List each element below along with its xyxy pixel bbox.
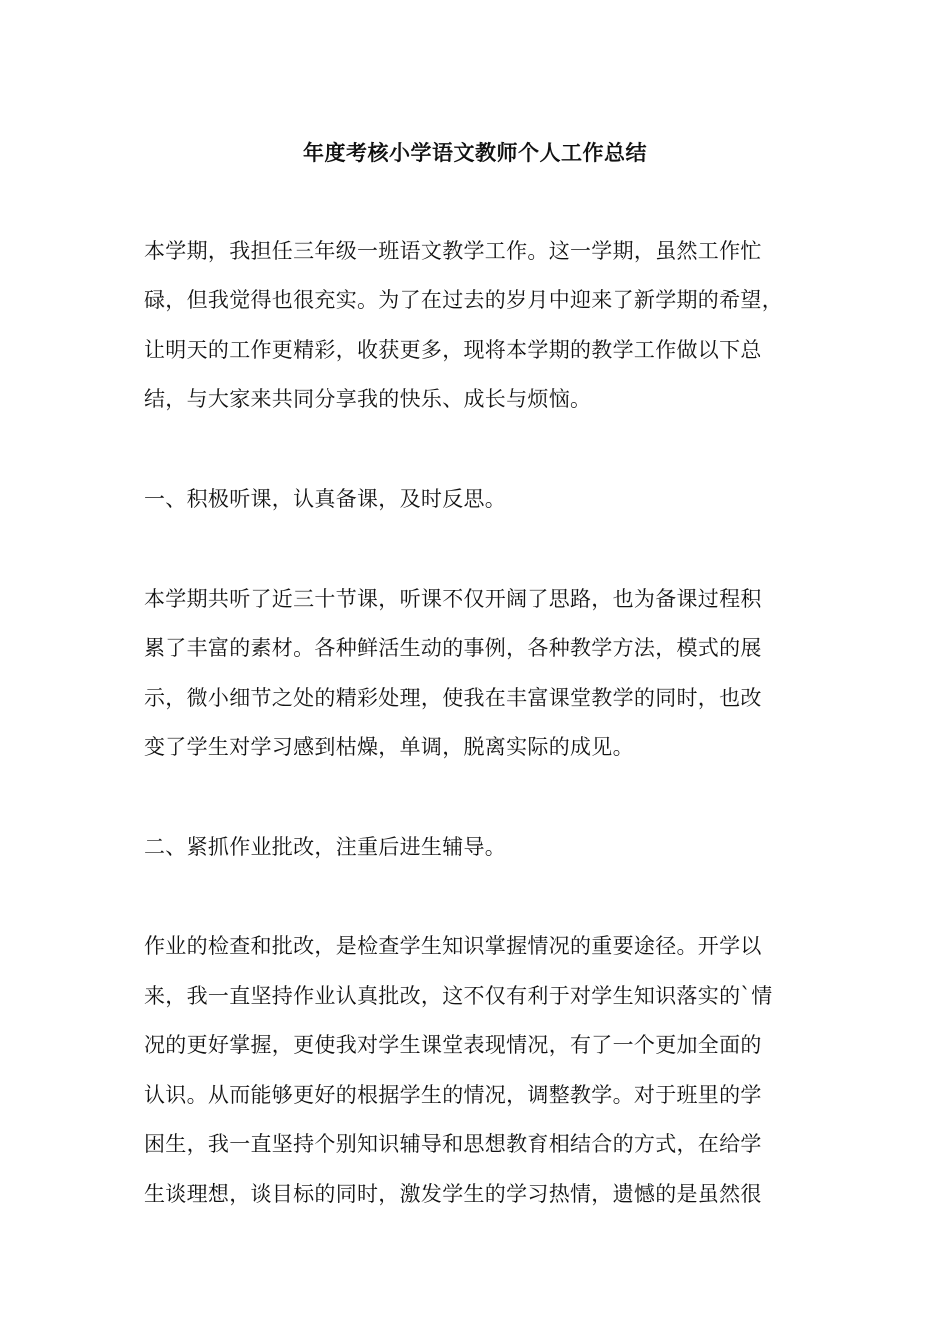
paragraph-3-line-2: 来，我一直坚持作业认真批改，这不仅有利于对学生知识落实的`情 xyxy=(144,984,773,1008)
paragraph-1-line-3: 让明天的工作更精彩，收获更多，现将本学期的教学工作做以下总 xyxy=(144,338,762,362)
paragraph-3-line-1: 作业的检查和批改，是检查学生知识掌握情况的重要途径。开学以 xyxy=(144,934,762,958)
paragraph-3-line-4: 认识。从而能够更好的根据学生的情况，调整教学。对于班里的学 xyxy=(144,1083,762,1107)
paragraph-1-line-1: 本学期，我担任三年级一班语文教学工作。这一学期，虽然工作忙 xyxy=(144,239,762,263)
paragraph-2-line-4: 变了学生对学习感到枯燥，单调，脱离实际的成见。 xyxy=(144,735,634,759)
paragraph-1-line-4: 结，与大家来共同分享我的快乐、成长与烦恼。 xyxy=(144,387,592,411)
paragraph-1-line-2: 碌，但我觉得也很充实。为了在过去的岁月中迎来了新学期的希望， xyxy=(144,288,783,312)
paragraph-2-line-2: 累了丰富的素材。各种鲜活生动的事例，各种教学方法，模式的展 xyxy=(144,636,762,660)
section-heading-1: 一、积极听课，认真备课，及时反思。 xyxy=(144,487,507,511)
document-title: 年度考核小学语文教师个人工作总结 xyxy=(303,140,647,165)
paragraph-3-line-5: 困生，我一直坚持个别知识辅导和思想教育相结合的方式，在给学 xyxy=(144,1132,762,1156)
paragraph-3-line-3: 况的更好掌握，更使我对学生课堂表现情况，有了一个更加全面的 xyxy=(144,1033,762,1057)
paragraph-2-line-3: 示，微小细节之处的精彩处理，使我在丰富课堂教学的同时，也改 xyxy=(144,686,762,710)
paragraph-2-line-1: 本学期共听了近三十节课，听课不仅开阔了思路，也为备课过程积 xyxy=(144,587,762,611)
section-heading-2: 二、紧抓作业批改，注重后进生辅导。 xyxy=(144,835,507,859)
paragraph-3-line-6: 生谈理想，谈目标的同时，激发学生的学习热情，遗憾的是虽然很 xyxy=(144,1182,762,1206)
